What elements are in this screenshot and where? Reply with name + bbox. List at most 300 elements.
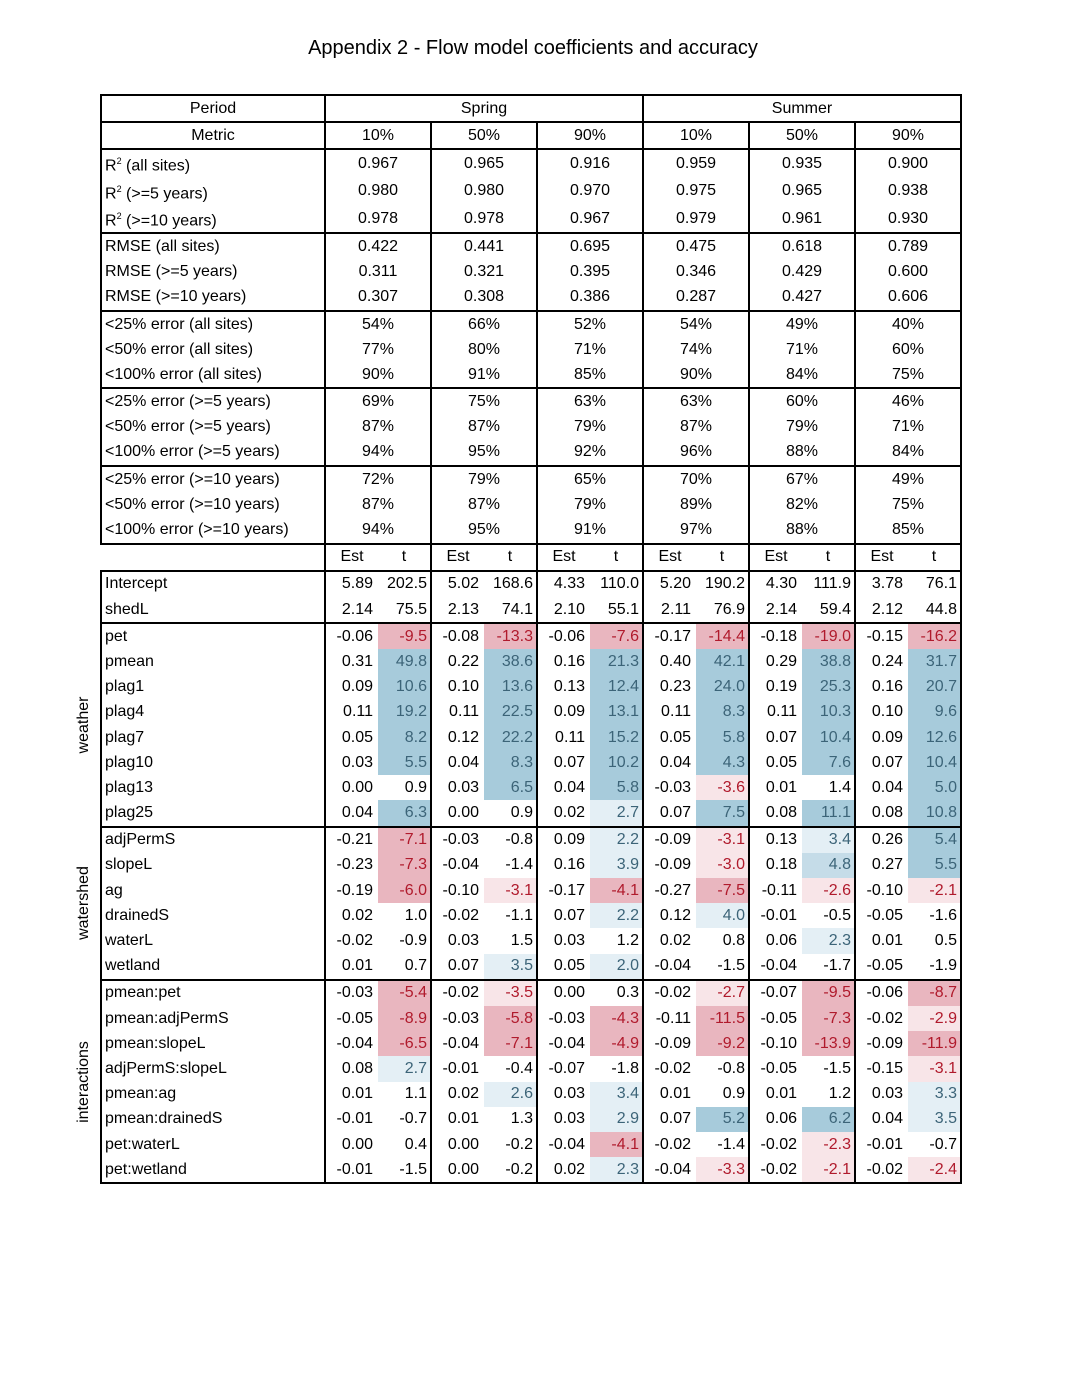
t-value: -9.2 bbox=[696, 1031, 749, 1056]
est-value: 0.09 bbox=[553, 703, 585, 721]
coefficient-row bbox=[101, 853, 961, 878]
est-value: -0.09 bbox=[654, 1034, 691, 1052]
est-header: Est bbox=[749, 544, 802, 571]
accuracy-row bbox=[101, 311, 961, 337]
est-value: -0.17 bbox=[548, 881, 585, 899]
metric-label: <50% error (>=5 years) bbox=[101, 415, 325, 440]
coefficient-label: plag13 bbox=[101, 775, 325, 800]
coefficient-row bbox=[101, 1082, 961, 1107]
coefficient-row bbox=[101, 725, 961, 750]
t-value: 202.5 bbox=[378, 571, 431, 597]
est-value: -0.15 bbox=[866, 1059, 903, 1077]
est-value: -0.02 bbox=[855, 1157, 908, 1183]
coefficient-label: plag25 bbox=[101, 800, 325, 826]
coefficient-row bbox=[101, 1157, 961, 1183]
t-value: 9.6 bbox=[908, 700, 961, 725]
accuracy-value: 63% bbox=[643, 388, 749, 414]
accuracy-value: 49% bbox=[749, 311, 855, 337]
accuracy-value: 95% bbox=[431, 440, 537, 466]
metric-prefix: R bbox=[105, 212, 117, 230]
t-value: -3.1 bbox=[908, 1056, 961, 1081]
t-value: -3.1 bbox=[484, 878, 537, 903]
accuracy-value: 0.979 bbox=[643, 205, 749, 233]
coefficient-row bbox=[101, 1132, 961, 1157]
t-value: -2.1 bbox=[802, 1157, 855, 1183]
coefficient-row bbox=[101, 1006, 961, 1031]
t-header: t bbox=[590, 544, 643, 571]
est-value: 0.31 bbox=[341, 652, 373, 670]
est-value: -0.02 bbox=[654, 1135, 691, 1153]
metric-label: RMSE (>=10 years) bbox=[101, 285, 325, 311]
est-value: -0.09 bbox=[654, 831, 691, 849]
t-value: -11.9 bbox=[908, 1031, 961, 1056]
accuracy-value: 90% bbox=[325, 362, 431, 388]
t-value: 1.2 bbox=[590, 928, 643, 953]
t-value: 4.3 bbox=[696, 750, 749, 775]
est-value: 0.01 bbox=[447, 1110, 479, 1128]
est-value: 0.00 bbox=[341, 1135, 373, 1153]
coefficient-row bbox=[101, 800, 961, 826]
accuracy-value: 96% bbox=[643, 440, 749, 466]
est-value: 0.08 bbox=[749, 800, 802, 826]
coefficient-row bbox=[101, 903, 961, 928]
accuracy-value: 65% bbox=[537, 466, 643, 492]
accuracy-row bbox=[101, 517, 961, 543]
est-value: 0.04 bbox=[871, 778, 903, 796]
t-value: -0.2 bbox=[484, 1132, 537, 1157]
t-value: 8.3 bbox=[696, 700, 749, 725]
est-value: 0.03 bbox=[447, 778, 479, 796]
t-value: 15.2 bbox=[590, 725, 643, 750]
t-value: -0.5 bbox=[802, 903, 855, 928]
t-header: t bbox=[696, 544, 749, 571]
est-value: 0.02 bbox=[537, 1157, 590, 1183]
est-value: 5.20 bbox=[643, 571, 696, 597]
t-value: -2.7 bbox=[696, 980, 749, 1006]
accuracy-value: 79% bbox=[431, 466, 537, 492]
est-header: Est bbox=[431, 544, 484, 571]
t-value: -2.3 bbox=[802, 1132, 855, 1157]
t-value: 2.9 bbox=[590, 1107, 643, 1132]
t-value: -4.3 bbox=[590, 1006, 643, 1031]
metric-label: RMSE (>=5 years) bbox=[101, 260, 325, 285]
coefficient-row bbox=[101, 700, 961, 725]
accuracy-value: 70% bbox=[643, 466, 749, 492]
t-value: -0.9 bbox=[378, 928, 431, 953]
accuracy-value: 0.930 bbox=[855, 205, 961, 233]
accuracy-value: 87% bbox=[325, 415, 431, 440]
accuracy-value: 75% bbox=[855, 492, 961, 517]
t-value: 2.7 bbox=[378, 1056, 431, 1081]
est-value: -0.04 bbox=[749, 954, 802, 980]
est-value: 5.02 bbox=[431, 571, 484, 597]
accuracy-value: 0.287 bbox=[643, 285, 749, 311]
est-value: 0.07 bbox=[765, 728, 797, 746]
accuracy-value: 0.961 bbox=[749, 205, 855, 233]
accuracy-value: 0.386 bbox=[537, 285, 643, 311]
accuracy-value: 95% bbox=[431, 517, 537, 543]
t-value: 8.3 bbox=[484, 750, 537, 775]
t-value: 3.5 bbox=[484, 954, 537, 980]
t-value: -0.2 bbox=[484, 1157, 537, 1183]
accuracy-value: 54% bbox=[325, 311, 431, 337]
t-value: 3.5 bbox=[908, 1107, 961, 1132]
coefficient-label: Intercept bbox=[101, 571, 325, 597]
est-value: -0.02 bbox=[654, 1059, 691, 1077]
metric-prefix: R bbox=[105, 157, 117, 175]
accuracy-value: 0.346 bbox=[643, 260, 749, 285]
header-row-metric bbox=[101, 122, 961, 149]
t-value: 25.3 bbox=[802, 675, 855, 700]
accuracy-row bbox=[101, 205, 961, 233]
t-value: 1.1 bbox=[378, 1082, 431, 1107]
metric-label: RMSE (all sites) bbox=[101, 233, 325, 259]
accuracy-value: 40% bbox=[855, 311, 961, 337]
accuracy-value: 80% bbox=[431, 337, 537, 362]
t-value: 2.2 bbox=[590, 903, 643, 928]
coefficient-row bbox=[101, 1056, 961, 1081]
accuracy-value: 60% bbox=[855, 337, 961, 362]
t-value: -5.8 bbox=[484, 1006, 537, 1031]
est-value: 0.12 bbox=[447, 728, 479, 746]
accuracy-value: 0.695 bbox=[537, 233, 643, 259]
accuracy-value: 91% bbox=[431, 362, 537, 388]
est-value: 0.04 bbox=[325, 800, 378, 826]
est-value: 0.01 bbox=[341, 1085, 373, 1103]
metric-label: <50% error (>=10 years) bbox=[101, 492, 325, 517]
est-value: -0.11 bbox=[761, 881, 797, 899]
est-value: 0.03 bbox=[553, 932, 585, 950]
est-value: 0.23 bbox=[659, 678, 691, 696]
accuracy-value: 0.967 bbox=[537, 205, 643, 233]
est-value: -0.06 bbox=[866, 984, 903, 1002]
accuracy-value: 52% bbox=[537, 311, 643, 337]
metric-label: <25% error (>=10 years) bbox=[101, 466, 325, 492]
t-value: -11.5 bbox=[696, 1006, 749, 1031]
est-value: 0.03 bbox=[341, 753, 373, 771]
t-value: -5.4 bbox=[378, 980, 431, 1006]
accuracy-row bbox=[101, 178, 961, 205]
t-value: 55.1 bbox=[590, 597, 643, 623]
t-value: -16.2 bbox=[908, 623, 961, 649]
est-value: 2.14 bbox=[325, 597, 378, 623]
est-value: 0.05 bbox=[765, 753, 797, 771]
accuracy-value: 0.980 bbox=[325, 178, 431, 205]
est-value: 2.10 bbox=[537, 597, 590, 623]
est-value: -0.03 bbox=[442, 1009, 479, 1027]
est-value: -0.04 bbox=[442, 856, 479, 874]
t-value: 5.2 bbox=[696, 1107, 749, 1132]
coefficient-label: pmean:drainedS bbox=[101, 1107, 325, 1132]
group-label-watershed: watershed bbox=[75, 866, 92, 941]
t-value: 10.4 bbox=[908, 750, 961, 775]
accuracy-value: 91% bbox=[537, 517, 643, 543]
accuracy-value: 0.970 bbox=[537, 178, 643, 205]
t-value: -1.5 bbox=[696, 954, 749, 980]
est-value: 0.00 bbox=[341, 778, 373, 796]
t-value: -7.1 bbox=[484, 1031, 537, 1056]
est-value: 0.03 bbox=[871, 1085, 903, 1103]
t-value: -2.9 bbox=[908, 1006, 961, 1031]
est-value: 0.16 bbox=[871, 678, 903, 696]
est-value: 0.11 bbox=[555, 728, 585, 746]
coefficient-row bbox=[101, 1107, 961, 1132]
t-header: t bbox=[378, 544, 431, 571]
t-value: 5.5 bbox=[908, 853, 961, 878]
est-value: 0.05 bbox=[341, 728, 373, 746]
t-value: 3.3 bbox=[908, 1082, 961, 1107]
t-value: -13.3 bbox=[484, 623, 537, 649]
t-value: 0.9 bbox=[696, 1082, 749, 1107]
t-value: 38.8 bbox=[802, 649, 855, 674]
accuracy-row bbox=[101, 466, 961, 492]
t-value: 10.4 bbox=[802, 725, 855, 750]
t-value: -0.4 bbox=[484, 1056, 537, 1081]
coefficient-row bbox=[101, 623, 961, 649]
metric-label: <25% error (all sites) bbox=[101, 311, 325, 337]
accuracy-value: 63% bbox=[537, 388, 643, 414]
t-value: -7.1 bbox=[378, 827, 431, 853]
metric-label: <100% error (all sites) bbox=[101, 362, 325, 388]
t-value: -8.7 bbox=[908, 980, 961, 1006]
accuracy-value: 75% bbox=[431, 388, 537, 414]
est-value: 0.19 bbox=[765, 678, 797, 696]
est-value: -0.21 bbox=[336, 831, 373, 849]
est-value: -0.02 bbox=[749, 1157, 802, 1183]
coefficient-label: plag7 bbox=[101, 725, 325, 750]
t-value: 5.5 bbox=[378, 750, 431, 775]
est-value: -0.27 bbox=[654, 881, 691, 899]
est-value: 0.00 bbox=[431, 1157, 484, 1183]
accuracy-value: 85% bbox=[537, 362, 643, 388]
est-value: 0.22 bbox=[447, 652, 479, 670]
accuracy-value: 0.441 bbox=[431, 233, 537, 259]
est-value: 0.29 bbox=[765, 652, 797, 670]
est-value: -0.06 bbox=[548, 627, 585, 645]
est-value: 0.09 bbox=[553, 831, 585, 849]
accuracy-value: 89% bbox=[643, 492, 749, 517]
accuracy-value: 0.321 bbox=[431, 260, 537, 285]
coefficient-row bbox=[101, 750, 961, 775]
metric-label: <100% error (>=5 years) bbox=[101, 440, 325, 466]
est-value: 0.08 bbox=[855, 800, 908, 826]
t-value: 7.6 bbox=[802, 750, 855, 775]
accuracy-value: 85% bbox=[855, 517, 961, 543]
group-label-interactions: interactions bbox=[75, 1040, 92, 1123]
est-value: 0.00 bbox=[553, 984, 585, 1002]
coefficients-table bbox=[100, 94, 962, 1184]
t-value: 6.2 bbox=[802, 1107, 855, 1132]
est-value: 0.04 bbox=[447, 753, 479, 771]
metric-label-text: (>=5 years) bbox=[126, 185, 208, 203]
est-value: 0.03 bbox=[447, 932, 479, 950]
est-value: 0.11 bbox=[661, 703, 691, 721]
t-value: -6.5 bbox=[378, 1031, 431, 1056]
accuracy-value: 0.422 bbox=[325, 233, 431, 259]
t-value: 22.2 bbox=[484, 725, 537, 750]
accuracy-value: 0.427 bbox=[749, 285, 855, 311]
accuracy-value: 82% bbox=[749, 492, 855, 517]
est-value: -0.05 bbox=[760, 1059, 797, 1077]
t-value: 2.7 bbox=[590, 800, 643, 826]
t-value: -0.7 bbox=[378, 1107, 431, 1132]
accuracy-value: 87% bbox=[431, 492, 537, 517]
t-value: 74.1 bbox=[484, 597, 537, 623]
accuracy-value: 0.475 bbox=[643, 233, 749, 259]
t-value: 5.0 bbox=[908, 775, 961, 800]
accuracy-value: 74% bbox=[643, 337, 749, 362]
t-value: 10.3 bbox=[802, 700, 855, 725]
accuracy-value: 0.965 bbox=[749, 178, 855, 205]
est-value: -0.05 bbox=[866, 906, 903, 924]
t-value: 8.2 bbox=[378, 725, 431, 750]
t-value: 10.8 bbox=[908, 800, 961, 826]
accuracy-value: 92% bbox=[537, 440, 643, 466]
est-value: 0.09 bbox=[341, 678, 373, 696]
t-value: 59.4 bbox=[802, 597, 855, 623]
accuracy-value: 0.789 bbox=[855, 233, 961, 259]
accuracy-value: 0.600 bbox=[855, 260, 961, 285]
t-value: 31.7 bbox=[908, 649, 961, 674]
t-value: 76.9 bbox=[696, 597, 749, 623]
t-value: 6.3 bbox=[378, 800, 431, 826]
t-value: -1.6 bbox=[908, 903, 961, 928]
accuracy-value: 0.307 bbox=[325, 285, 431, 311]
est-value: -0.07 bbox=[760, 984, 797, 1002]
accuracy-row bbox=[101, 285, 961, 311]
est-value: -0.02 bbox=[866, 1009, 903, 1027]
est-header: Est bbox=[855, 544, 908, 571]
est-value: 0.01 bbox=[765, 778, 797, 796]
est-value: 0.07 bbox=[553, 906, 585, 924]
metric-label: <50% error (all sites) bbox=[101, 337, 325, 362]
t-header: t bbox=[802, 544, 855, 571]
est-value: -0.05 bbox=[855, 954, 908, 980]
est-value: 0.11 bbox=[449, 703, 479, 721]
est-value: 2.12 bbox=[855, 597, 908, 623]
est-value: 0.07 bbox=[431, 954, 484, 980]
t-value: -0.7 bbox=[908, 1132, 961, 1157]
accuracy-value: 0.395 bbox=[537, 260, 643, 285]
t-value: 0.4 bbox=[378, 1132, 431, 1157]
superscript: 2 bbox=[116, 211, 122, 222]
est-value: 0.08 bbox=[341, 1059, 373, 1077]
accuracy-value: 0.975 bbox=[643, 178, 749, 205]
coefficient-label: plag10 bbox=[101, 750, 325, 775]
accuracy-value: 77% bbox=[325, 337, 431, 362]
est-value: 0.07 bbox=[553, 753, 585, 771]
est-value: 0.01 bbox=[325, 954, 378, 980]
t-value: 2.3 bbox=[802, 928, 855, 953]
est-value: -0.04 bbox=[548, 1135, 585, 1153]
t-value: -1.1 bbox=[484, 903, 537, 928]
metric-label: <25% error (>=5 years) bbox=[101, 388, 325, 414]
accuracy-value: 0.618 bbox=[749, 233, 855, 259]
accuracy-value: 67% bbox=[749, 466, 855, 492]
est-value: -0.03 bbox=[548, 1009, 585, 1027]
accuracy-value: 0.967 bbox=[325, 149, 431, 177]
t-value: 19.2 bbox=[378, 700, 431, 725]
accuracy-value: 0.900 bbox=[855, 149, 961, 177]
coefficient-row bbox=[101, 571, 961, 597]
coefficient-label: pet:waterL bbox=[101, 1132, 325, 1157]
t-value: 0.9 bbox=[484, 800, 537, 826]
accuracy-row bbox=[101, 149, 961, 177]
est-value: -0.04 bbox=[643, 1157, 696, 1183]
percentile-header: 10% bbox=[325, 122, 431, 149]
est-value: 0.01 bbox=[765, 1085, 797, 1103]
t-value: 13.6 bbox=[484, 675, 537, 700]
header-row-period bbox=[101, 95, 961, 122]
est-value: -0.10 bbox=[760, 1034, 797, 1052]
superscript: 2 bbox=[116, 183, 122, 194]
est-value: 0.09 bbox=[871, 728, 903, 746]
accuracy-value: 88% bbox=[749, 440, 855, 466]
t-header: t bbox=[484, 544, 537, 571]
t-value: 1.0 bbox=[378, 903, 431, 928]
season-header: Spring bbox=[325, 95, 643, 122]
t-value: -0.8 bbox=[696, 1056, 749, 1081]
t-value: -0.8 bbox=[484, 827, 537, 853]
accuracy-value: 66% bbox=[431, 311, 537, 337]
coefficient-row bbox=[101, 954, 961, 980]
est-value: 0.12 bbox=[659, 906, 691, 924]
accuracy-row bbox=[101, 492, 961, 517]
t-value: -1.5 bbox=[378, 1157, 431, 1183]
t-value: -7.3 bbox=[802, 1006, 855, 1031]
t-value: -2.4 bbox=[908, 1157, 961, 1183]
est-value: 0.06 bbox=[765, 1110, 797, 1128]
coefficient-label: drainedS bbox=[101, 903, 325, 928]
t-value: 21.3 bbox=[590, 649, 643, 674]
est-value: 0.10 bbox=[447, 678, 479, 696]
coefficient-label: pmean:slopeL bbox=[101, 1031, 325, 1056]
t-value: 0.7 bbox=[378, 954, 431, 980]
t-value: 3.4 bbox=[802, 827, 855, 853]
est-value: -0.23 bbox=[336, 856, 373, 874]
t-value: 4.0 bbox=[696, 903, 749, 928]
est-t-header-row bbox=[101, 544, 961, 571]
t-value: 24.0 bbox=[696, 675, 749, 700]
coefficient-row bbox=[101, 597, 961, 623]
accuracy-value: 94% bbox=[325, 440, 431, 466]
est-value: 0.04 bbox=[553, 778, 585, 796]
est-value: 0.07 bbox=[871, 753, 903, 771]
accuracy-value: 79% bbox=[537, 415, 643, 440]
t-value: 1.3 bbox=[484, 1107, 537, 1132]
accuracy-value: 71% bbox=[749, 337, 855, 362]
accuracy-value: 75% bbox=[855, 362, 961, 388]
page-title: Appendix 2 - Flow model coefficients and accuracy bbox=[308, 37, 758, 59]
est-value: 0.04 bbox=[871, 1110, 903, 1128]
t-value: -7.5 bbox=[696, 878, 749, 903]
t-value: 20.7 bbox=[908, 675, 961, 700]
t-value: -1.5 bbox=[802, 1056, 855, 1081]
t-value: 2.0 bbox=[590, 954, 643, 980]
t-value: -3.6 bbox=[696, 775, 749, 800]
t-value: 111.9 bbox=[802, 571, 855, 597]
t-value: -1.4 bbox=[484, 853, 537, 878]
t-value: -4.1 bbox=[590, 1132, 643, 1157]
est-value: 0.05 bbox=[659, 728, 691, 746]
coefficient-row bbox=[101, 649, 961, 674]
coefficient-label: adjPermS bbox=[101, 827, 325, 853]
t-value: -7.6 bbox=[590, 623, 643, 649]
t-value: -9.5 bbox=[802, 980, 855, 1006]
t-value: 110.0 bbox=[590, 571, 643, 597]
t-value: 6.5 bbox=[484, 775, 537, 800]
est-value: 0.03 bbox=[553, 1110, 585, 1128]
